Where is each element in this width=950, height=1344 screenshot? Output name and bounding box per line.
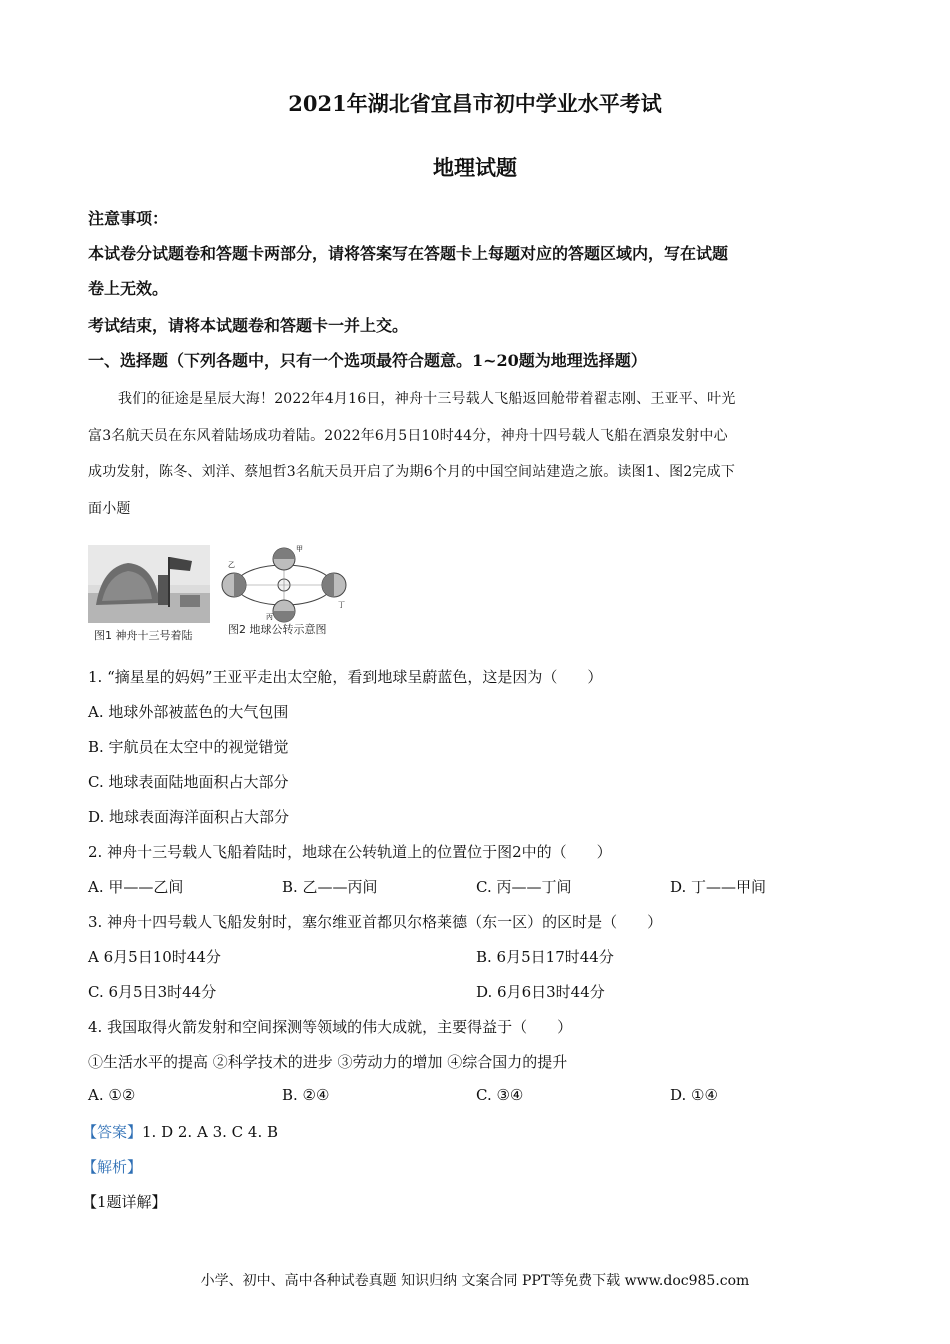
q3-stem: 3. 神舟十四号载人飞船发射时，塞尔维亚首都贝尔格莱德（东一区）的区时是（ ） [88,913,663,931]
q2-option-b: B. 乙——丙间 [282,878,378,896]
analysis-label: 【解析】 [82,1158,143,1176]
page-subtitle: 地理试题 [433,155,517,180]
q3-option-b: B. 6月5日17时44分 [476,948,614,966]
answer-label: 【答案】 [82,1123,143,1141]
q3-option-c: C. 6月5日3时44分 [88,983,217,1001]
earth-orbit-diagram [218,545,348,627]
analysis-detail-heading: 【1题详解】 [82,1193,167,1211]
q2-option-a: A. 甲——乙间 [88,878,184,896]
orbit-label-jia: 甲 [296,545,303,553]
q1-option-a: A. 地球外部被蓝色的大气包围 [88,703,289,721]
q1-option-d: D. 地球表面海洋面积占大部分 [88,808,290,826]
q2-option-c: C. 丙——丁间 [476,878,572,896]
q3-option-a: A 6月5日10时44分 [88,948,221,966]
q4-items: ①生活水平的提高 ②科学技术的进步 ③劳动力的增加 ④综合国力的提升 [88,1053,568,1071]
page-footer: 小学、初中、高中各种试卷真题 知识归纳 文案合同 PPT等免费下载 www.doc985.com [200,1273,750,1289]
orbit-label-bing: 丙 [266,613,273,621]
notes-line-1: 本试卷分试题卷和答题卡两部分，请将答案写在答题卡上每题对应的答题区域内，写在试题 [88,244,729,263]
q4-option-d: D. ①④ [670,1086,718,1104]
q4-option-c: C. ③④ [476,1086,524,1104]
passage-line-1: 我们的征途是星辰大海！2022年4月16日，神舟十三号载人飞船返回舱带着翟志刚、王亚平、叶光 [118,391,736,407]
q3-option-d: D. 6月6日3时44分 [476,983,605,1001]
passage-line-3: 成功发射，陈冬、刘洋、蔡旭哲3名航天员开启了为期6个月的中国空间站建造之旅。读图1、图2完成下 [88,464,736,480]
q4-stem: 4. 我国取得火箭发射和空间探测等领域的伟大成就，主要得益于（ ） [88,1018,573,1036]
orbit-label-yi: 乙 [228,561,235,569]
q1-stem: 1. “摘星星的妈妈”王亚平走出太空舱，看到地球呈蔚蓝色，这是因为（ ） [88,668,603,686]
section-heading: 一、选择题（下列各题中，只有一个选项最符合题意。1~20题为地理选择题） [88,351,647,370]
figure-2-caption: 图2 地球公转示意图 [228,623,327,636]
q4-option-a: A. ①② [88,1086,136,1104]
passage-line-2: 富3名航天员在东风着陆场成功着陆。2022年6月5日10时44分，神舟十四号载人飞船在酒泉发射中心 [88,428,728,444]
notes-heading: 注意事项： [88,209,169,228]
capsule-landing-image [88,545,210,623]
q2-stem: 2. 神舟十三号载人飞船着陆时，地球在公转轨道上的位置位于图2中的（ ） [88,843,612,861]
q2-option-d: D. 丁——甲间 [670,878,767,896]
q1-option-b: B. 宇航员在太空中的视觉错觉 [88,738,289,756]
notes-line-3: 考试结束，请将本试题卷和答题卡一并上交。 [88,316,409,335]
q1-option-c: C. 地球表面陆地面积占大部分 [88,773,289,791]
notes-line-2: 卷上无效。 [88,279,169,298]
answer-line [82,1121,278,1142]
answer-text: 1. D 2. A 3. C 4. B [142,1123,278,1141]
passage-line-4: 面小题 [88,501,131,517]
page-title: 2021年湖北省宜昌市初中学业水平考试 [288,91,662,116]
orbit-label-ding: 丁 [338,601,345,609]
figure-1-caption: 图1 神舟十三号着陆 [94,629,193,642]
q4-option-b: B. ②④ [282,1086,330,1104]
